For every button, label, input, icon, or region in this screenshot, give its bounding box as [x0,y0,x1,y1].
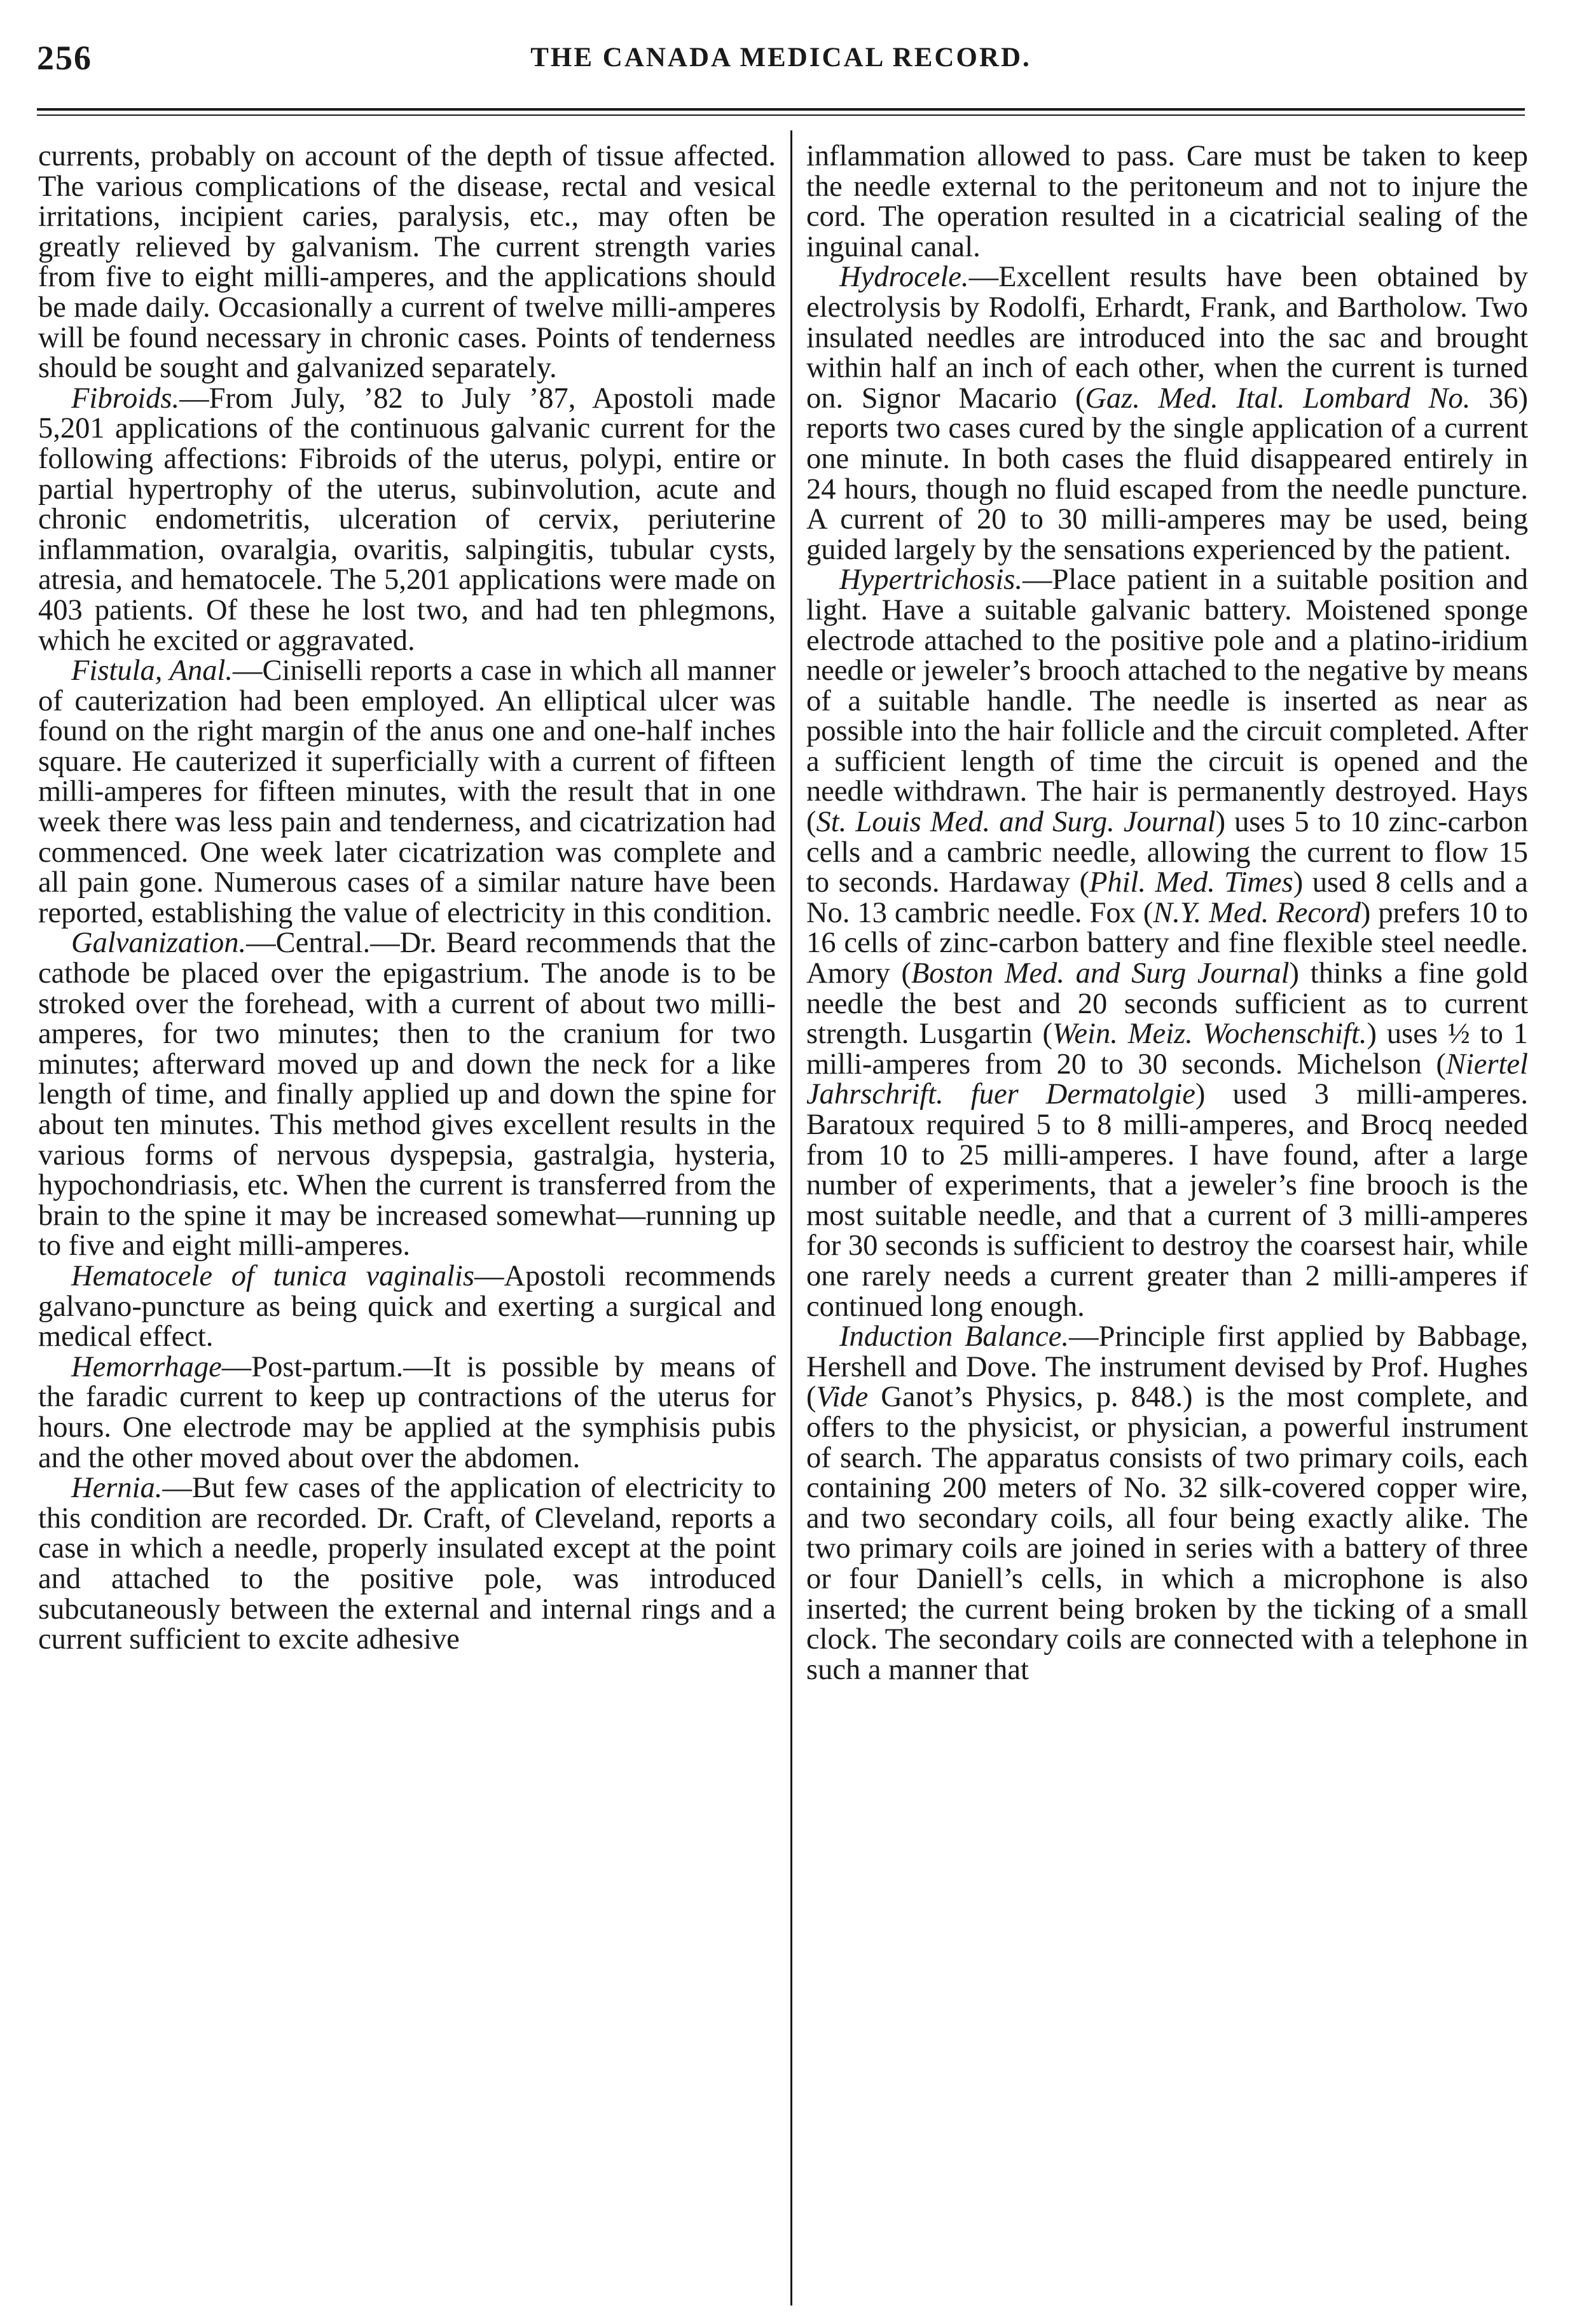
paragraph-text: —From July, ’82 to July ’87, Apostoli made 5,201 applications of the continuous galvanic current for the following affections: Fibroids of the uterus, polypi, entire or partial hypertrophy of the uterus, subinvolution, acute and chronic endometritis, ulceration of cervix, periuterine inflammation, ovaralgia, ovaritis, salpingitis, tubular cysts, atresia, and hematocele. The 5,201 applications were made on 403 patients. Of these he lost two, and had ten phlegmons, which he excited or aggravated. [38,382,776,657]
paragraph-text: —Principle first applied by Babbage, Hershell and Dove. The instrument devised by Prof. Hughes ( [806,1320,1528,1414]
paragraph-text: —Central.—Dr. Beard recommends that the cathode be placed over the epigastrium. The anode is to be stroked over the forehead, with a current of about two milli-amperes, for two minutes; then to the cranium for two minutes; afterward moved up and down the neck for a like length of time, and finally applied up and down the spine for about ten minutes. This method gives excellent results in the various forms of nervous dyspepsia, gastralgia, hysteria, hypochondriasis, etc. When the current is transferred from the brain to the spine it may be increased somewhat—running up to five and eight milli-amperes. [38,927,776,1262]
paragraph-galvanism-continued [38,141,776,384]
paragraph-text: —But few cases of the application of electricity to this condition are recorded. Dr. Craft, of Cleveland, reports a case in which a needle, properly insulated except at the point and attached to the positive pole, was introduced subcutaneously between the external and internal rings and a current sufficient to excite adhesive [38,1472,776,1656]
running-head [37,38,1525,83]
paragraph-hernia [38,1473,776,1655]
section-heading-galvanization: Galvanization. [71,927,247,960]
paragraph-text: ) uses ½ to 1 milli-amperes from 20 to 30 seconds. Michelson ( [806,1018,1528,1081]
paragraph-text: ) used 8 cells and a No. 13 cambric needle. Fox ( [806,866,1528,929]
citation: Phil. Med. Times [1089,866,1293,899]
paragraph-text: —Ciniselli reports a case in which all manner of cauterization had been employed. An elliptical ulcer was found on the right margin of the anus one and one-half inches square. He cauterized it superficially with a current of fifteen milli-amperes for fifteen minutes, with the result that in one week there was less pain and tenderness, and cicatrization had commenced. One week later cicatrization was complete and all pain gone. Numerous cases of a similar nature have been reported, establishing the value of electricity in this condition. [38,654,776,929]
paragraph-text: inflammation allowed to pass. Care must be taken to keep the needle external to the peritoneum and not to injure the cord. The operation resulted in a cicatricial sealing of the inguinal canal. [806,140,1528,263]
paragraph-induction-balance [806,1322,1528,1685]
paragraph-text: —Post-partum.—It is possible by means of the faradic current to keep up contractions of the uterus for hours. One electrode may be applied at the symphisis pubis and the other moved about over the abdomen. [38,1350,776,1474]
citation: Wein. Meiz. Wochenschift. [1052,1018,1367,1051]
journal-title: THE CANADA MEDICAL RECORD. [530,43,1031,73]
left-column [38,141,776,1655]
paragraph-hemorrhage [38,1352,776,1473]
paragraph-fibroids [38,384,776,656]
page-number: 256 [37,39,92,77]
header-rule-thin [37,114,1525,116]
paragraph-text: ) used 3 milli-amperes. Baratoux required 5 to 8 milli-amperes, and Brocq needed from 10 to 25 milli-amperes. I have found, after a large number of experiments, that a jeweler’s fine brooch is the most suitable needle, and that a current of 3 milli-amperes for 30 seconds is sufficient to destroy the coarsest hair, while one rarely needs a current greater than 2 milli-amperes if continued long enough. [806,1078,1529,1323]
citation: N.Y. Med. Record [1153,896,1361,929]
citation: Boston Med. and Surg Journal [911,957,1290,990]
paragraph-hematocele [38,1261,776,1352]
section-heading-fistula: Fistula, Anal. [71,654,233,688]
paragraph-hydrocele [806,262,1528,565]
section-heading-hypertrichosis: Hypertrichosis. [839,564,1023,597]
paragraph-text: ) thinks a fine gold needle the best and 20 seconds sufficient as to current strength. Lusgartin ( [806,957,1528,1051]
right-column [806,141,1528,1685]
paragraph-galvanization [38,928,776,1261]
section-heading-fibroids: Fibroids. [71,382,180,415]
section-heading-induction-balance: Induction Balance. [839,1320,1069,1353]
paragraph-text: ) uses 5 to 10 zinc-carbon cells and a cambric needle, allowing the current to flow 15 to seconds. Hardaway ( [806,806,1528,899]
paragraph-text: —Apostoli recommends galvano-puncture as being quick and exerting a surgical and medical effect. [38,1259,776,1353]
paragraph-text: 36) reports two cases cured by the single application of a current one minute. In both cases the fluid disappeared entirely in 24 hours, though no fluid escaped from the needle puncture. A current of 20 to 30 milli-amperes may be used, being guided largely by the sensations experienced by the patient. [806,382,1528,566]
citation: Gaz. Med. Ital. Lombard No. [1085,382,1471,415]
paragraph-text: —Place patient in a suitable position and light. Have a suitable galvanic battery. Moistened sponge electrode attached to the positive pole and a platino-iridium needle or jeweler’s brooch attached to the negative by means of a suitable handle. The needle is inserted as near as possible into the hair follicle and the circuit completed. After a sufficient length of time the circuit is opened and the needle withdrawn. The hair is permanently destroyed. Hays ( [806,564,1528,839]
paragraph-fistula [38,656,776,928]
paragraph-text: —Excellent results have been obtained by electrolysis by Rodolfi, Erhardt, Frank, and Bartholow. Two insulated needles are introduced into the sac and brought within half an inch of each other, when the current is turned on. Signor Macario ( [806,261,1528,415]
paragraph-hernia-continued [806,141,1528,262]
paragraph-hypertrichosis [806,565,1528,1322]
paragraph-text: currents, probably on account of the depth of tissue affected. The various complications of the disease, rectal and vesical irritations, incipient caries, paralysis, etc., may often be greatly relieved by galvanism. The current strength varies from five to eight milli-amperes, and the applications should be made daily. Occasionally a current of twelve milli-amperes will be found necessary in chronic cases. Points of tenderness should be sought and galvanized separately. [38,140,776,385]
column-divider [790,130,792,2306]
citation: Vide [816,1381,869,1414]
citation: Niertel Jahrschrift. fuer Dermatolgie [806,1048,1528,1111]
section-heading-hernia: Hernia. [71,1472,163,1505]
section-heading-hydrocele: Hydrocele. [839,261,969,294]
header-rule-thick [37,108,1525,111]
paragraph-text: ) prefers 10 to 16 cells of zinc-carbon battery and fine flexible steel needle. Amory ( [806,896,1528,990]
paragraph-text: Ganot’s Physics, p. 848.) is the most complete, and offers to the physicist, or physician, a powerful instrument of search. The apparatus consists of two primary coils, each containing 200 meters of No. 32 silk-covered copper wire, and two secondary coils, all four being exactly alike. The two primary coils are joined in series with a battery of three or four Daniell’s cells, in which a microphone is also inserted; the current being broken by the ticking of a small clock. The secondary coils are connected with a telephone in such a manner that [806,1381,1528,1686]
section-heading-hemorrhage: Hemorrhage [71,1350,222,1383]
section-heading-hematocele: Hematocele of tunica vaginalis [71,1259,475,1292]
citation: St. Louis Med. and Surg. Journal [816,806,1216,839]
